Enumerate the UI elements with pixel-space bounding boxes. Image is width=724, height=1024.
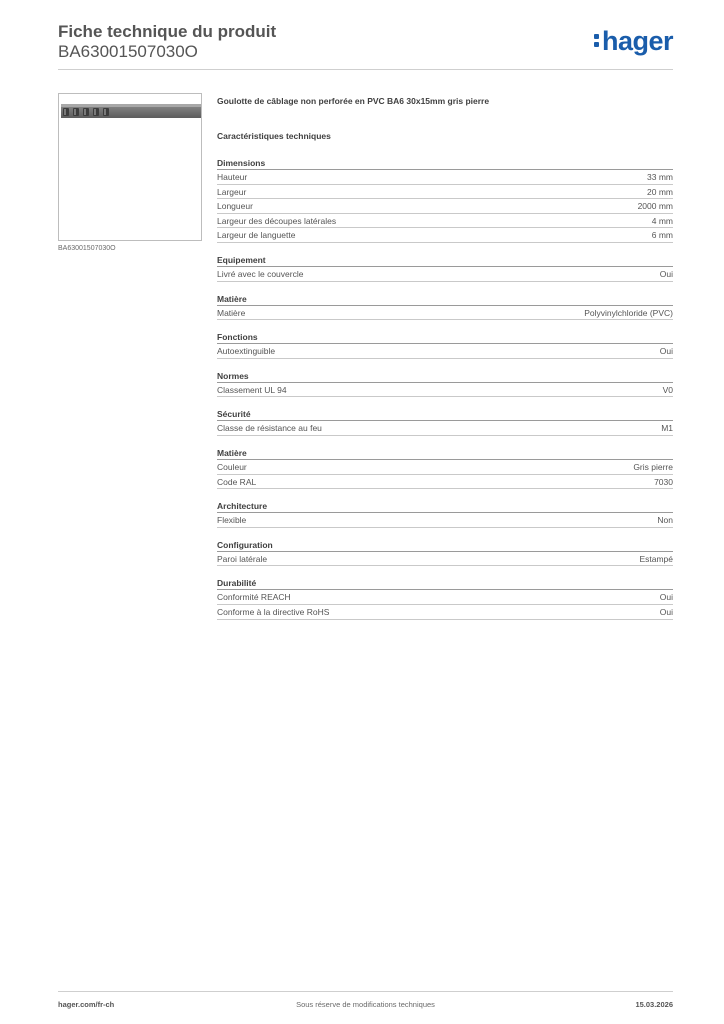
spec-section xyxy=(217,576,673,619)
spec-row xyxy=(217,306,673,321)
spec-sections xyxy=(217,156,673,620)
spec-row xyxy=(217,513,673,528)
section-title: Durabilité xyxy=(217,576,673,590)
spec-value: 7030 xyxy=(654,476,673,487)
spec-section xyxy=(217,499,673,528)
spec-label: Paroi latérale xyxy=(217,553,268,564)
spec-value: Gris pierre xyxy=(633,461,673,472)
spec-label: Autoextinguible xyxy=(217,346,276,357)
spec-row xyxy=(217,170,673,185)
page-footer xyxy=(58,991,673,1009)
spec-value: 6 mm xyxy=(651,230,673,241)
spec-value: Oui xyxy=(659,268,673,279)
footer-website-link[interactable]: hager.com/fr-ch xyxy=(58,1000,115,1009)
logo-colon-icon xyxy=(594,29,600,49)
spec-value: Non xyxy=(657,515,673,526)
spec-value: 20 mm xyxy=(647,186,673,197)
spec-label: Largeur xyxy=(217,186,247,197)
footer-date: 15.03.2026 xyxy=(635,1000,673,1009)
product-code: BA63001507030O xyxy=(58,42,198,61)
spec-section xyxy=(217,407,673,436)
spec-label: Largeur des découpes latérales xyxy=(217,215,337,226)
product-image xyxy=(58,93,202,241)
spec-row xyxy=(217,267,673,282)
spec-label: Classement UL 94 xyxy=(217,384,287,395)
spec-label: Couleur xyxy=(217,461,247,472)
spec-value: Oui xyxy=(659,592,673,603)
section-title: Fonctions xyxy=(217,330,673,344)
spec-label: Code RAL xyxy=(217,476,257,487)
spec-section xyxy=(217,369,673,398)
section-title: Equipement xyxy=(217,253,673,267)
spec-label: Flexible xyxy=(217,515,247,526)
spec-value: Estampé xyxy=(639,553,673,564)
spec-section xyxy=(217,156,673,243)
spec-row xyxy=(217,228,673,243)
spec-row xyxy=(217,475,673,490)
section-title: Normes xyxy=(217,369,673,383)
page-title: Fiche technique du produit xyxy=(58,22,277,41)
cable-trunking-illustration xyxy=(59,94,201,240)
spec-value: 33 mm xyxy=(647,172,673,182)
spec-label: Matière xyxy=(217,307,246,318)
spec-label: Hauteur xyxy=(217,172,248,182)
section-title: Architecture xyxy=(217,499,673,513)
hager-logo[interactable] xyxy=(594,26,673,57)
spec-label: Longueur xyxy=(217,201,253,212)
technical-characteristics-heading: Caractéristiques techniques xyxy=(217,131,331,141)
spec-value: V0 xyxy=(662,384,673,395)
spec-label: Classe de résistance au feu xyxy=(217,423,322,434)
page-header xyxy=(58,20,673,70)
product-title: Goulotte de câblage non perforée en PVC BA6 30x15mm gris pierre xyxy=(217,96,490,106)
footer-disclaimer: Sous réserve de modifications techniques xyxy=(296,1000,435,1009)
spec-row xyxy=(217,199,673,214)
spec-label: Largeur de languette xyxy=(217,230,296,241)
image-caption: BA63001507030O xyxy=(58,245,116,252)
spec-value: 4 mm xyxy=(651,215,673,226)
spec-row xyxy=(217,383,673,398)
section-title: Sécurité xyxy=(217,407,673,421)
spec-value: 2000 mm xyxy=(637,201,673,212)
spec-value: Polyvinylchloride (PVC) xyxy=(584,307,673,318)
spec-value: M1 xyxy=(661,423,673,434)
product-content xyxy=(217,96,673,620)
section-title: Matière xyxy=(217,292,673,306)
spec-row xyxy=(217,552,673,567)
spec-value: Oui xyxy=(659,346,673,357)
spec-section xyxy=(217,330,673,359)
logo-text: hager xyxy=(601,26,673,56)
spec-row xyxy=(217,185,673,200)
section-title: Matière xyxy=(217,446,673,460)
spec-section xyxy=(217,538,673,567)
spec-row xyxy=(217,421,673,436)
spec-row xyxy=(217,214,673,229)
spec-value: Oui xyxy=(659,606,673,617)
section-title: Configuration xyxy=(217,538,673,552)
section-title: Dimensions xyxy=(217,156,673,170)
spec-section xyxy=(217,446,673,489)
spec-label: Livré avec le couvercle xyxy=(217,268,304,279)
spec-section xyxy=(217,292,673,321)
spec-label: Conformité REACH xyxy=(217,592,291,603)
spec-section xyxy=(217,253,673,282)
spec-row xyxy=(217,460,673,475)
spec-label: Conforme à la directive RoHS xyxy=(217,606,330,617)
spec-row xyxy=(217,590,673,605)
spec-row xyxy=(217,344,673,359)
spec-row xyxy=(217,605,673,620)
